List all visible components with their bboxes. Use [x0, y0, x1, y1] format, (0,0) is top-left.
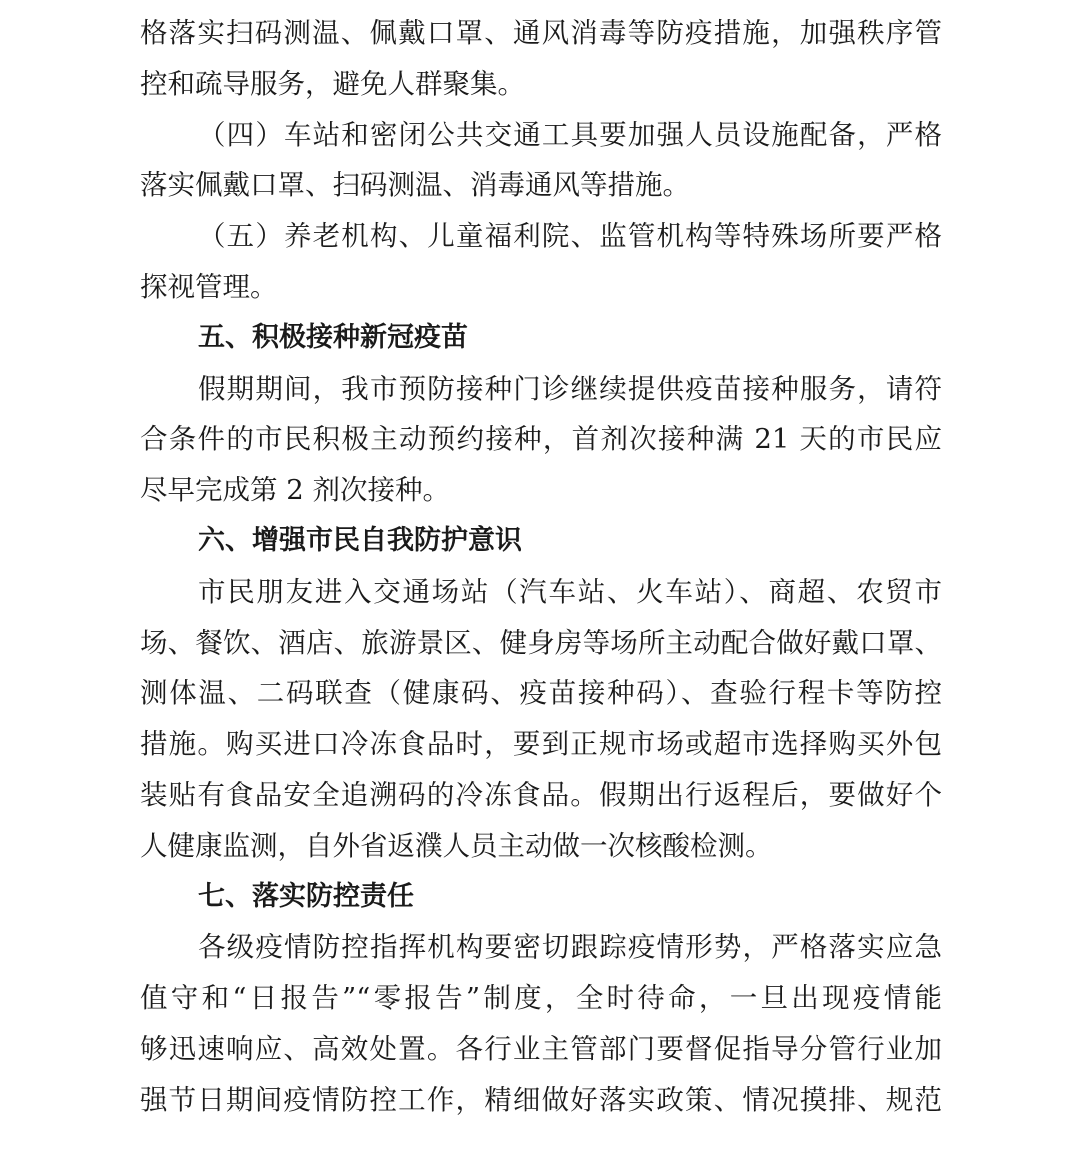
paragraph-line: 够迅速响应、高效处置。各行业主管部门要督促指导分管行业加	[140, 1032, 942, 1065]
paragraph-line: 人健康监测，自外省返濮人员主动做一次核酸检测。	[140, 829, 773, 862]
paragraph-line: 假期期间，我市预防接种门诊继续提供疫苗接种服务，请符	[198, 372, 942, 405]
paragraph-line: 格落实扫码测温、佩戴口罩、通风消毒等防疫措施，加强秩序管	[140, 17, 942, 49]
paragraph-line: 值守和“日报告”“零报告”制度，全时待命，一旦出现疫情能	[140, 982, 942, 1015]
section-heading: 六、增强市民自我防护意识	[198, 524, 522, 556]
paragraph-line: 场、餐饮、酒店、旅游景区、健身房等场所主动配合做好戴口罩、	[140, 626, 942, 659]
paragraph-line: 装贴有食品安全追溯码的冷冻食品。假期出行返程后，要做好个	[140, 778, 942, 811]
paragraph-line: 合条件的市民积极主动预约接种，首剂次接种满 21 天的市民应	[140, 423, 942, 456]
paragraph-line: 落实佩戴口罩、扫码测温、消毒通风等措施。	[140, 169, 690, 202]
section-heading: 五、积极接种新冠疫苗	[198, 321, 468, 353]
paragraph-line: 尽早完成第 2 剂次接种。	[140, 474, 450, 507]
paragraph-line: 措施。购买进口冷冻食品时，要到正规市场或超市选择购买外包	[140, 728, 942, 761]
document-page	[140, 8, 942, 1126]
paragraph-line: 控和疏导服务，避免人群聚集。	[140, 67, 525, 100]
paragraph-line: （五）养老机构、儿童福利院、监管机构等特殊场所要严格	[198, 220, 942, 253]
paragraph-line: 测体温、二码联查（健康码、疫苗接种码）、查验行程卡等防控	[140, 677, 942, 710]
paragraph-line: 探视管理。	[140, 270, 278, 303]
paragraph-line: 强节日期间疫情防控工作，精细做好落实政策、情况摸排、规范	[140, 1083, 942, 1116]
section-heading: 七、落实防控责任	[198, 880, 414, 912]
paragraph-line: 市民朋友进入交通场站（汽车站、火车站）、商超、农贸市	[198, 575, 942, 608]
paragraph-line: （四）车站和密闭公共交通工具要加强人员设施配备，严格	[198, 118, 942, 151]
paragraph-line: 各级疫情防控指挥机构要密切跟踪疫情形势，严格落实应急	[198, 931, 942, 964]
